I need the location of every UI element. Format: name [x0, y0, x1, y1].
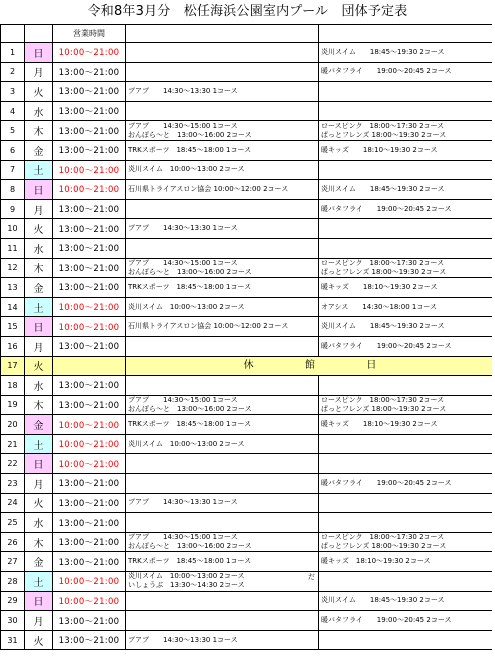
booking-entry: 暖キッズ 18:10～19:30 2コース: [321, 282, 438, 291]
hours-cell: 13:00～21:00: [53, 395, 126, 415]
group-a-cell: [126, 317, 319, 337]
day-number-cell: 6: [1, 140, 25, 160]
hours-cell: 13:00～21:00: [53, 238, 126, 258]
hours-cell: 13:00～21:00: [53, 258, 126, 278]
hours-cell: 10:00～21:00: [53, 415, 126, 435]
weekday-cell: 日: [25, 591, 53, 611]
group-b-cell: [319, 630, 493, 650]
day-number-cell: 1: [1, 43, 25, 63]
header-hours-cell: 営業時間: [53, 25, 126, 43]
table-row: [1, 121, 493, 141]
group-b-cell: [319, 395, 493, 415]
group-b-cell: [319, 513, 493, 533]
booking-entry: おんぽら～と 13:00～16:00 2コース: [128, 130, 252, 139]
hours-cell: 13:00～21:00: [53, 532, 126, 552]
day-number-cell: 12: [1, 258, 25, 278]
group-a-cell: [126, 336, 319, 356]
day-number-cell: 26: [1, 532, 25, 552]
day-number-cell: 17: [1, 356, 25, 376]
table-row: [1, 376, 493, 396]
hours-cell: 13:00～21:00: [53, 336, 126, 356]
booking-entry: ブアブ 14:30～13:30 1コース: [128, 86, 238, 95]
group-b-cell: [319, 415, 493, 435]
booking-entry: 炎川スイム 10:00～13:00 2コース: [128, 572, 245, 581]
weekday-cell: 木: [25, 532, 53, 552]
weekday-cell: 木: [25, 395, 53, 415]
day-number-cell: 22: [1, 454, 25, 474]
booking-entry: 暖バタフライ 19:00～20:45 2コース: [321, 204, 452, 213]
closed-day-label: [128, 361, 492, 370]
booking-entry: いしょうぶ 13:30～14:30 2コース: [128, 581, 245, 590]
group-b-cell: [319, 474, 493, 494]
booking-entry: オアシス 14:30～18:00 1コース: [321, 302, 437, 311]
booking-entry: TRKスポーツ 18:45～18:00 1コース: [128, 557, 252, 566]
hours-cell: 10:00～21:00: [53, 160, 126, 180]
group-b-cell: [319, 180, 493, 200]
day-number-cell: 15: [1, 317, 25, 337]
weekday-cell: 土: [25, 572, 53, 592]
weekday-cell: 木: [25, 121, 53, 141]
day-number-cell: 20: [1, 415, 25, 435]
hours-cell: 13:00～21:00: [53, 140, 126, 160]
hours-cell: 13:00～21:00: [53, 82, 126, 102]
table-row: [1, 356, 493, 376]
day-number-cell: 11: [1, 238, 25, 258]
table-row: [1, 532, 493, 552]
group-b-cell: [319, 278, 493, 298]
weekday-cell: 水: [25, 238, 53, 258]
group-b-cell: [319, 336, 493, 356]
hours-cell: 10:00～21:00: [53, 297, 126, 317]
table-row: [1, 434, 493, 454]
day-number-cell: 16: [1, 336, 25, 356]
weekday-cell: 火: [25, 493, 53, 513]
booking-entry: 石川県トライアスロン協会 10:00～12:00 2コース: [128, 322, 289, 331]
group-a-cell: [126, 140, 319, 160]
group-b-cell: [319, 258, 493, 278]
hours-cell: 13:00～21:00: [53, 513, 126, 533]
hours-cell: 13:00～21:00: [53, 278, 126, 298]
booking-entry: 暖キッズ 18:10～19:30 2コース: [321, 145, 438, 154]
weekday-cell: 金: [25, 278, 53, 298]
group-a-cell: [126, 395, 319, 415]
group-a-cell: [126, 434, 319, 454]
booking-entry: ブアブ 14:30～15:00 1コース: [128, 533, 238, 542]
group-a-cell: [126, 532, 319, 552]
group-b-cell: [319, 493, 493, 513]
weekday-cell: 月: [25, 336, 53, 356]
weekday-cell: 土: [25, 160, 53, 180]
group-b-cell: [319, 552, 493, 572]
table-row: [1, 630, 493, 650]
hours-cell: 13:00～21:00: [53, 376, 126, 396]
booking-entry: ブアブ 14:30～13:30 1コース: [128, 498, 238, 507]
booking-extra-note: だ: [308, 573, 315, 582]
day-number-cell: 27: [1, 552, 25, 572]
hours-cell: 10:00～21:00: [53, 434, 126, 454]
group-b-cell: [319, 611, 493, 631]
group-b-cell: [319, 140, 493, 160]
booking-entry: 暖バタフライ 19:00～20:45 2コース: [321, 616, 452, 625]
group-a-cell: [126, 160, 319, 180]
table-row: [1, 317, 493, 337]
table-header-row: [1, 25, 493, 43]
hours-cell: 10:00～21:00: [53, 591, 126, 611]
hours-cell: 13:00～21:00: [53, 493, 126, 513]
table-row: [1, 140, 493, 160]
weekday-cell: 月: [25, 611, 53, 631]
weekday-cell: 月: [25, 199, 53, 219]
table-row: [1, 611, 493, 631]
booking-entry: おんぽら～と 13:00～16:00 2コース: [128, 404, 252, 413]
group-a-cell: [126, 572, 319, 592]
group-b-cell: [319, 43, 493, 63]
booking-entry: ブアブ 14:30～13:30 1コース: [128, 224, 238, 233]
booking-entry: 炎川スイム 18:45～19:30 2コース: [321, 596, 445, 605]
table-row: [1, 101, 493, 121]
day-number-cell: 19: [1, 395, 25, 415]
weekday-cell: 火: [25, 630, 53, 650]
group-b-cell: [319, 454, 493, 474]
day-number-cell: 23: [1, 474, 25, 494]
weekday-cell: 火: [25, 82, 53, 102]
day-number-cell: 8: [1, 180, 25, 200]
group-b-cell: [319, 572, 493, 592]
booking-entry: ブアブ 14:30～15:00 1コース: [128, 258, 238, 267]
group-a-cell: [126, 415, 319, 435]
weekday-cell: 木: [25, 258, 53, 278]
group-a-cell: [126, 454, 319, 474]
booking-entry: 暖キッズ 18:10～19:30 2コース: [321, 420, 438, 429]
group-a-cell: [126, 513, 319, 533]
table-row: [1, 258, 493, 278]
booking-entry: ぱっとフレンズ 18:00～19:30 2コース: [321, 542, 447, 551]
day-number-cell: 21: [1, 434, 25, 454]
day-number-cell: 18: [1, 376, 25, 396]
group-b-cell: [319, 317, 493, 337]
table-row: [1, 454, 493, 474]
booking-entry: 炎川スイム 10:00～13:00 2コース: [128, 165, 245, 174]
group-b-cell: [319, 82, 493, 102]
booking-entry: おんぽら～と 13:00～16:00 2コース: [128, 542, 252, 551]
day-number-cell: 3: [1, 82, 25, 102]
table-row: [1, 415, 493, 435]
weekday-cell: 水: [25, 513, 53, 533]
group-a-cell: [126, 591, 319, 611]
hours-cell: 13:00～21:00: [53, 552, 126, 572]
group-b-cell: [319, 434, 493, 454]
day-number-cell: 24: [1, 493, 25, 513]
hours-cell: 10:00～21:00: [53, 454, 126, 474]
group-b-cell: [319, 297, 493, 317]
table-row: [1, 336, 493, 356]
header-day-cell: [1, 25, 25, 43]
table-row: [1, 82, 493, 102]
hours-cell: 10:00～21:00: [53, 317, 126, 337]
booking-entry: 暖バタフライ 19:00～20:45 2コース: [321, 478, 452, 487]
table-row: [1, 591, 493, 611]
group-a-cell: [126, 238, 319, 258]
hours-cell: 10:00～21:00: [53, 180, 126, 200]
booking-entry: 炎川スイム 18:45～19:30 2コース: [321, 322, 445, 331]
hours-cell: 13:00～21:00: [53, 121, 126, 141]
table-row: [1, 278, 493, 298]
weekday-cell: 水: [25, 376, 53, 396]
weekday-cell: 金: [25, 140, 53, 160]
group-a-cell: [126, 43, 319, 63]
day-number-cell: 9: [1, 199, 25, 219]
booking-entry: ロースピンク 18:00～17:30 2コース: [321, 121, 445, 130]
table-row: [1, 513, 493, 533]
hours-cell: 13:00～21:00: [53, 474, 126, 494]
group-b-cell: [319, 532, 493, 552]
group-a-cell: [126, 101, 319, 121]
closed-char: 休: [243, 360, 254, 372]
weekday-cell: 土: [25, 297, 53, 317]
booking-entry: 石川県トライアスロン協会 10:00～12:00 2コース: [128, 184, 289, 193]
page-title: 令和8年3月分 松任海浜公園室内プール 団体予定表: [87, 4, 408, 19]
hours-cell: 13:00～21:00: [53, 199, 126, 219]
day-number-cell: 10: [1, 219, 25, 239]
header-group-a-cell: [126, 25, 319, 43]
weekday-cell: 火: [25, 356, 53, 376]
group-a-cell: [126, 180, 319, 200]
weekday-cell: 火: [25, 219, 53, 239]
closed-day-cell: [126, 356, 493, 376]
day-number-cell: 14: [1, 297, 25, 317]
booking-entry: ぱっとフレンズ 18:00～19:30 2コース: [321, 404, 447, 413]
weekday-cell: 日: [25, 43, 53, 63]
day-number-cell: 13: [1, 278, 25, 298]
booking-entry: 炎川スイム 18:45～19:30 2コース: [321, 47, 445, 56]
group-a-cell: [126, 82, 319, 102]
booking-entry: 炎川スイム 18:45～19:30 2コース: [321, 184, 445, 193]
weekday-cell: 金: [25, 415, 53, 435]
group-b-cell: [319, 199, 493, 219]
table-row: [1, 474, 493, 494]
day-number-cell: 29: [1, 591, 25, 611]
table-row: [1, 238, 493, 258]
group-b-cell: [319, 62, 493, 82]
group-a-cell: [126, 297, 319, 317]
day-number-cell: 5: [1, 121, 25, 141]
booking-entry: TRKスポーツ 18:45～18:00 1コース: [128, 282, 252, 291]
booking-entry: ブアブ 14:30～15:00 1コース: [128, 121, 238, 130]
weekday-cell: 日: [25, 317, 53, 337]
hours-cell: 10:00～21:00: [53, 43, 126, 63]
booking-entry: 暖バタフライ 19:00～20:45 2コース: [321, 67, 452, 76]
weekday-cell: 金: [25, 552, 53, 572]
booking-entry: おんぽら～と 13:00～16:00 2コース: [128, 267, 252, 276]
weekday-cell: 月: [25, 62, 53, 82]
group-b-cell: [319, 121, 493, 141]
table-row: [1, 199, 493, 219]
booking-entry: 暖バタフライ 19:00～20:45 2コース: [321, 341, 452, 350]
table-row: [1, 572, 493, 592]
booking-entry: 炎川スイム 10:00～13:00 2コース: [128, 302, 245, 311]
table-row: [1, 552, 493, 572]
day-number-cell: 28: [1, 572, 25, 592]
hours-cell: 13:00～21:00: [53, 101, 126, 121]
weekday-cell: 日: [25, 454, 53, 474]
group-a-cell: [126, 376, 319, 396]
table-row: [1, 219, 493, 239]
booking-entry: 炎川スイム 10:00～13:00 2コース: [128, 439, 245, 448]
closed-char: 館: [304, 360, 315, 372]
group-a-cell: [126, 258, 319, 278]
group-a-cell: [126, 199, 319, 219]
header-group-b-cell: [319, 25, 493, 43]
day-number-cell: 2: [1, 62, 25, 82]
group-b-cell: [319, 238, 493, 258]
group-b-cell: [319, 101, 493, 121]
closed-char: 日: [366, 360, 377, 372]
group-a-cell: [126, 552, 319, 572]
table-row: [1, 395, 493, 415]
group-a-cell: [126, 630, 319, 650]
table-row: [1, 493, 493, 513]
schedule-table: [0, 24, 493, 650]
booking-entry: TRKスポーツ 18:45～18:00 1コース: [128, 420, 252, 429]
hours-cell: [53, 356, 126, 376]
table-row: [1, 180, 493, 200]
booking-entry: ぱっとフレンズ 18:00～19:30 2コース: [321, 130, 447, 139]
group-b-cell: [319, 376, 493, 396]
table-row: [1, 160, 493, 180]
day-number-cell: 25: [1, 513, 25, 533]
table-row: [1, 297, 493, 317]
group-a-cell: [126, 493, 319, 513]
booking-entry: ぱっとフレンズ 18:00～19:30 2コース: [321, 267, 447, 276]
group-a-cell: [126, 219, 319, 239]
group-a-cell: [126, 474, 319, 494]
day-number-cell: 30: [1, 611, 25, 631]
group-b-cell: [319, 591, 493, 611]
hours-cell: 10:00～21:00: [53, 572, 126, 592]
booking-entry: 暖キッズ 18:10～19:30 2コース: [321, 557, 431, 566]
weekday-cell: 日: [25, 180, 53, 200]
day-number-cell: 7: [1, 160, 25, 180]
booking-entry: ロースピンク 18:00～17:30 2コース: [321, 533, 445, 542]
header-weekday-cell: [25, 25, 53, 43]
booking-entry: ブアブ 14:30～13:30 1コース: [128, 635, 238, 644]
weekday-cell: 水: [25, 101, 53, 121]
group-a-cell: [126, 278, 319, 298]
booking-entry: ロースピンク 18:00～17:30 2コース: [321, 395, 445, 404]
day-number-cell: 4: [1, 101, 25, 121]
group-a-cell: [126, 62, 319, 82]
hours-cell: 13:00～21:00: [53, 219, 126, 239]
group-a-cell: [126, 121, 319, 141]
group-b-cell: [319, 219, 493, 239]
weekday-cell: 土: [25, 434, 53, 454]
booking-entry: TRKスポーツ 18:45～18:00 1コース: [128, 145, 252, 154]
table-row: [1, 43, 493, 63]
group-b-cell: [319, 160, 493, 180]
hours-cell: 13:00～21:00: [53, 611, 126, 631]
table-row: [1, 62, 493, 82]
weekday-cell: 月: [25, 474, 53, 494]
day-number-cell: 31: [1, 630, 25, 650]
hours-cell: 13:00～21:00: [53, 630, 126, 650]
group-a-cell: [126, 611, 319, 631]
booking-entry: ロースピンク 18:00～17:30 2コース: [321, 258, 445, 267]
booking-entry: ブアブ 14:30～15:00 1コース: [128, 395, 238, 404]
hours-cell: 13:00～21:00: [53, 62, 126, 82]
